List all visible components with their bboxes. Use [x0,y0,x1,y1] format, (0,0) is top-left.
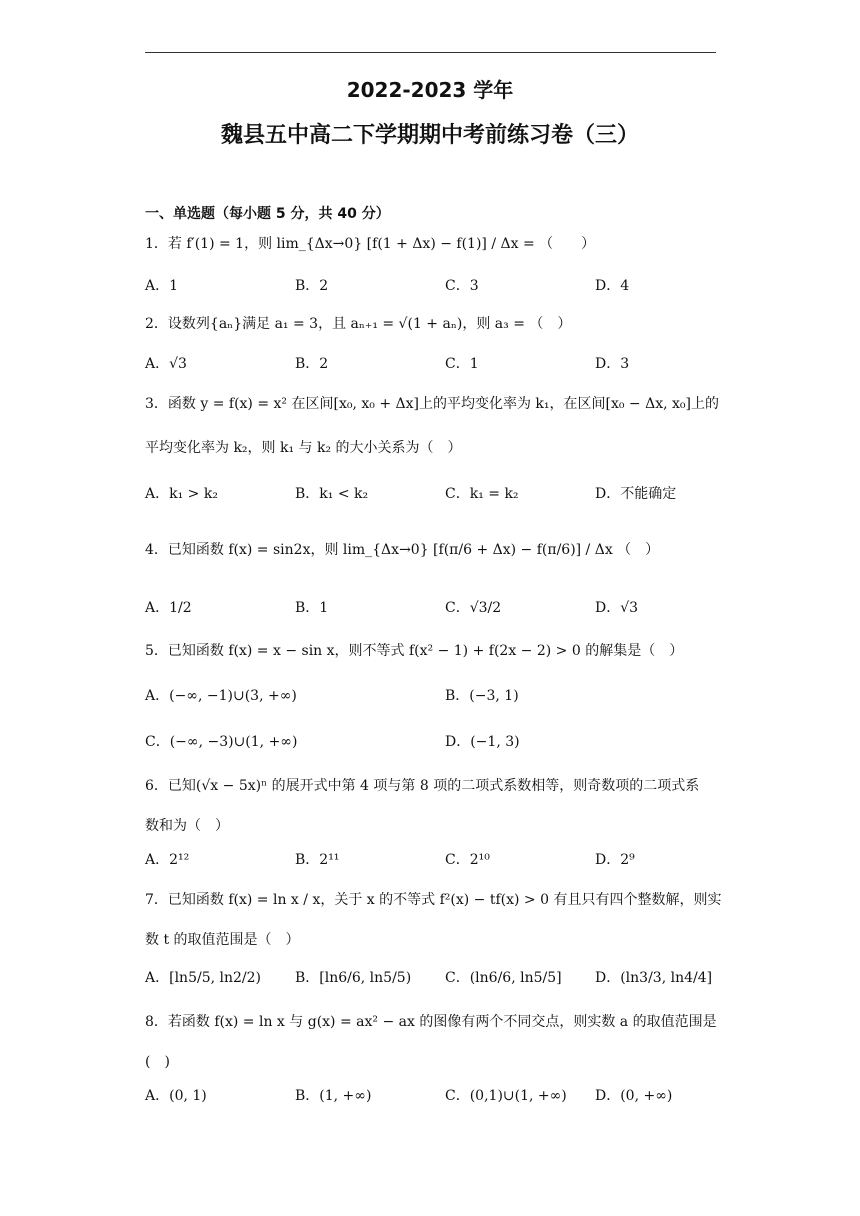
q7-option-c: C．(ln6/6, ln5/5] [445,970,562,986]
q3-stem-line2: 平均变化率为 k₂，则 k₁ 与 k₂ 的大小关系为（ ） [145,440,462,456]
q2-option-b: B．2 [295,356,329,372]
q4-option-a: A．1/2 [145,600,192,616]
q3-stem-line1: 3．函数 y = f(x) = x² 在区间[x₀, x₀ + Δx]上的平均变化率为 k₁，在区间[x₀ − Δx, x₀]上的 [145,396,719,412]
q4-option-d: D．√3 [595,600,639,616]
q6-option-a: A．2¹² [145,852,190,868]
q1-option-a: A．1 [145,278,179,294]
q8-stem-line2: ( ) [145,1054,170,1070]
q1-option-d: D．4 [595,278,630,294]
q2-option-c: C．1 [445,356,479,372]
q2-option-a: A．√3 [145,356,187,372]
section-heading: 一、单选题（每小题 5 分，共 40 分） [145,206,390,222]
q8-stem-line1: 8．若函数 f(x) = ln x 与 g(x) = ax² − ax 的图像有两个不同交点，则实数 a 的取值范围是 [145,1014,717,1030]
q7-stem-line2: 数 t 的取值范围是（ ） [145,932,300,948]
q1-option-c: C．3 [445,278,479,294]
q1-stem: 1．若 f′(1) = 1，则 lim_{Δx→0} [f(1 + Δx) − f(1)] / Δx = （ ） [145,236,596,252]
q1-option-b: B．2 [295,278,329,294]
q4-option-b: B．1 [295,600,329,616]
q7-option-b: B．[ln6/6, ln5/5) [295,970,412,986]
q3-option-a: A．k₁ > k₂ [145,486,218,502]
q5-option-c: C．(−∞, −3)∪(1, +∞) [145,734,298,750]
q6-option-c: C．2¹⁰ [445,852,490,868]
q4-option-c: C．√3/2 [445,600,502,616]
q6-stem-line1: 6．已知(√x − 5x)ⁿ 的展开式中第 4 项与第 8 项的二项式系数相等，则奇数项的二项式系 [145,778,700,794]
q2-option-d: D．3 [595,356,630,372]
q7-option-d: D．(ln3/3, ln4/4] [595,970,713,986]
q7-option-a: A．[ln5/5, ln2/2) [145,970,261,986]
q8-option-a: A．(0, 1) [145,1088,207,1104]
q5-stem: 5．已知函数 f(x) = x − sin x，则不等式 f(x² − 1) + f(2x − 2) > 0 的解集是（ ） [145,643,684,659]
exam-year: 2022-2023 学年 [346,78,514,102]
q2-stem: 2．设数列{aₙ}满足 a₁ = 3，且 aₙ₊₁ = √(1 + aₙ)，则 a₃ = （ ） [145,316,572,332]
q3-option-b: B．k₁ < k₂ [295,486,369,502]
q6-option-d: D．2⁹ [595,852,635,868]
q8-option-c: C．(0,1)∪(1, +∞) [445,1088,567,1104]
q8-option-b: B．(1, +∞) [295,1088,372,1104]
q7-stem-line1: 7．已知函数 f(x) = ln x / x，关于 x 的不等式 f²(x) − tf(x) > 0 有且只有四个整数解，则实 [145,892,722,908]
q6-stem-line2: 数和为（ ） [145,818,229,834]
q6-option-b: B．2¹¹ [295,852,340,868]
exam-title: 魏县五中高二下学期期中考前练习卷（三） [220,123,639,148]
q4-stem: 4．已知函数 f(x) = sin2x，则 lim_{Δx→0} [f(π/6 + Δx) − f(π/6)] / Δx （ ） [145,542,660,558]
top-rule [145,52,716,53]
q3-option-d: D．不能确定 [595,486,677,502]
q5-option-b: B．(−3, 1) [445,688,519,704]
q5-option-d: D．(−1, 3) [445,734,520,750]
q5-option-a: A．(−∞, −1)∪(3, +∞) [145,688,297,704]
q8-option-d: D．(0, +∞) [595,1088,673,1104]
q3-option-c: C．k₁ = k₂ [445,486,519,502]
